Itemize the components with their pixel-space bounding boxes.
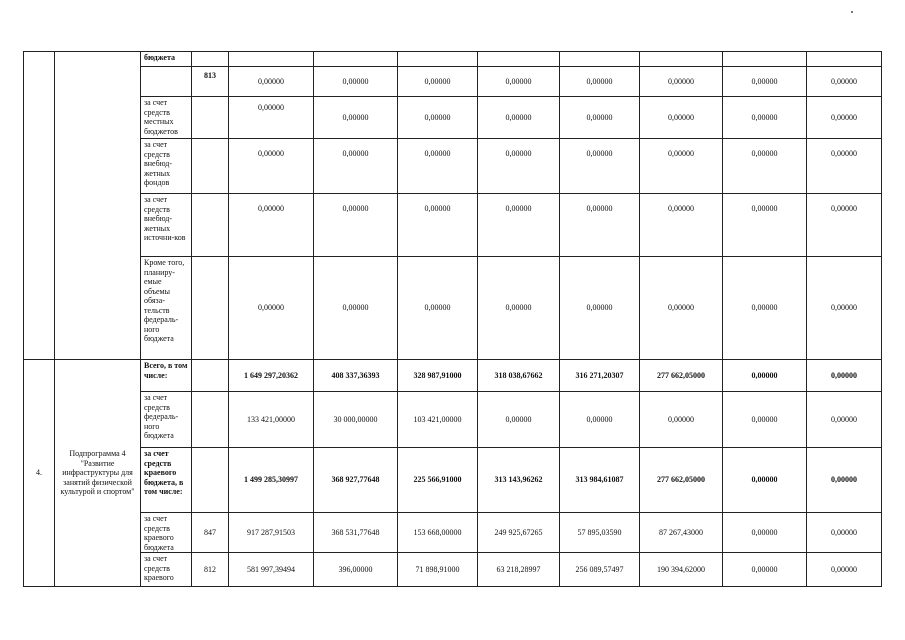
value-cell: 0,00000 bbox=[314, 139, 398, 194]
code-cell bbox=[192, 448, 229, 513]
value-cell: 0,00000 bbox=[723, 392, 807, 448]
code-cell bbox=[192, 360, 229, 392]
value-cell: 0,00000 bbox=[478, 392, 560, 448]
value-cell: 0,00000 bbox=[640, 392, 723, 448]
value-cell: 0,00000 bbox=[807, 360, 882, 392]
table-row bbox=[24, 360, 882, 392]
table-row bbox=[24, 553, 882, 587]
code-cell: 847 bbox=[192, 513, 229, 553]
value-cell: 87 267,43000 bbox=[640, 513, 723, 553]
value-cell: 0,00000 bbox=[314, 97, 398, 139]
value-cell bbox=[807, 52, 882, 67]
value-cell: 0,00000 bbox=[807, 257, 882, 360]
value-cell: 1 649 297,20362 bbox=[229, 360, 314, 392]
value-cell: 30 000,00000 bbox=[314, 392, 398, 448]
code-cell bbox=[192, 139, 229, 194]
source-cell bbox=[141, 67, 192, 97]
value-cell: 71 898,91000 bbox=[398, 553, 478, 587]
value-cell: 0,00000 bbox=[560, 97, 640, 139]
financing-table bbox=[23, 51, 882, 587]
value-cell: 0,00000 bbox=[807, 553, 882, 587]
value-cell: 0,00000 bbox=[229, 67, 314, 97]
value-cell bbox=[398, 52, 478, 67]
source-cell: за счет средств внебюд-жетных источни-ков bbox=[141, 194, 192, 257]
value-cell: 0,00000 bbox=[807, 67, 882, 97]
value-cell: 277 662,05000 bbox=[640, 360, 723, 392]
value-cell: 225 566,91000 bbox=[398, 448, 478, 513]
value-cell: 0,00000 bbox=[398, 139, 478, 194]
index-cell-empty bbox=[24, 52, 55, 360]
value-cell: 0,00000 bbox=[723, 257, 807, 360]
scan-artifact bbox=[851, 11, 853, 13]
value-cell: 0,00000 bbox=[723, 67, 807, 97]
value-cell: 0,00000 bbox=[229, 257, 314, 360]
value-cell: 0,00000 bbox=[478, 97, 560, 139]
value-cell: 313 984,61087 bbox=[560, 448, 640, 513]
value-cell: 0,00000 bbox=[229, 194, 314, 257]
value-cell: 0,00000 bbox=[723, 97, 807, 139]
table-row bbox=[24, 139, 882, 194]
value-cell: 0,00000 bbox=[640, 139, 723, 194]
value-cell: 0,00000 bbox=[807, 139, 882, 194]
value-cell: 0,00000 bbox=[560, 257, 640, 360]
value-cell: 0,00000 bbox=[723, 448, 807, 513]
value-cell bbox=[723, 52, 807, 67]
source-cell: Кроме того, планиру-емые объемы обяза-тельств федераль-ного бюджета bbox=[141, 257, 192, 360]
value-cell: 0,00000 bbox=[640, 194, 723, 257]
source-cell: за счет средств краевого bbox=[141, 553, 192, 587]
value-cell bbox=[478, 52, 560, 67]
value-cell: 0,00000 bbox=[640, 97, 723, 139]
source-cell: за счет средств местных бюджетов bbox=[141, 97, 192, 139]
source-cell: Всего, в том числе: bbox=[141, 360, 192, 392]
source-cell: за счет средств федераль-ного бюджета bbox=[141, 392, 192, 448]
value-cell: 0,00000 bbox=[229, 139, 314, 194]
value-cell: 408 337,36393 bbox=[314, 360, 398, 392]
value-cell: 0,00000 bbox=[398, 67, 478, 97]
value-cell bbox=[229, 52, 314, 67]
table-row bbox=[24, 257, 882, 360]
value-cell: 0,00000 bbox=[560, 194, 640, 257]
value-cell: 0,00000 bbox=[314, 194, 398, 257]
value-cell: 0,00000 bbox=[229, 97, 314, 139]
value-cell: 0,00000 bbox=[398, 257, 478, 360]
value-cell bbox=[560, 52, 640, 67]
table-row bbox=[24, 194, 882, 257]
value-cell: 277 662,05000 bbox=[640, 448, 723, 513]
value-cell: 313 143,96262 bbox=[478, 448, 560, 513]
value-cell: 0,00000 bbox=[640, 257, 723, 360]
value-cell: 917 287,91503 bbox=[229, 513, 314, 553]
value-cell: 249 925,67265 bbox=[478, 513, 560, 553]
value-cell: 0,00000 bbox=[314, 67, 398, 97]
table-row bbox=[24, 97, 882, 139]
value-cell: 368 531,77648 bbox=[314, 513, 398, 553]
table-row bbox=[24, 392, 882, 448]
value-cell: 133 421,00000 bbox=[229, 392, 314, 448]
value-cell: 57 895,03590 bbox=[560, 513, 640, 553]
value-cell: 103 421,00000 bbox=[398, 392, 478, 448]
table-row bbox=[24, 513, 882, 553]
value-cell: 0,00000 bbox=[560, 67, 640, 97]
code-cell bbox=[192, 52, 229, 67]
row-index: 4. bbox=[24, 360, 55, 587]
value-cell: 0,00000 bbox=[807, 448, 882, 513]
value-cell: 0,00000 bbox=[478, 67, 560, 97]
program-cell-empty bbox=[55, 52, 141, 360]
value-cell: 0,00000 bbox=[723, 513, 807, 553]
value-cell: 328 987,91000 bbox=[398, 360, 478, 392]
source-cell: за счет средств краевого бюджета bbox=[141, 513, 192, 553]
value-cell: 0,00000 bbox=[807, 97, 882, 139]
value-cell bbox=[640, 52, 723, 67]
code-cell bbox=[192, 97, 229, 139]
value-cell: 0,00000 bbox=[807, 392, 882, 448]
value-cell: 1 499 285,30997 bbox=[229, 448, 314, 513]
code-cell bbox=[192, 392, 229, 448]
value-cell: 318 038,67662 bbox=[478, 360, 560, 392]
subprogram-title: Подпрограмма 4 "Развитие инфраструктуры для занятий физической культурой и спортом" bbox=[55, 360, 141, 587]
table-row bbox=[24, 52, 882, 67]
code-cell: 813 bbox=[192, 67, 229, 97]
value-cell: 190 394,62000 bbox=[640, 553, 723, 587]
code-cell bbox=[192, 257, 229, 360]
value-cell: 368 927,77648 bbox=[314, 448, 398, 513]
value-cell: 0,00000 bbox=[478, 139, 560, 194]
value-cell: 0,00000 bbox=[478, 257, 560, 360]
value-cell: 0,00000 bbox=[560, 139, 640, 194]
value-cell: 0,00000 bbox=[723, 194, 807, 257]
value-cell: 0,00000 bbox=[560, 392, 640, 448]
table-row bbox=[24, 448, 882, 513]
value-cell: 0,00000 bbox=[807, 194, 882, 257]
code-cell: 812 bbox=[192, 553, 229, 587]
value-cell: 256 089,57497 bbox=[560, 553, 640, 587]
value-cell: 316 271,20307 bbox=[560, 360, 640, 392]
value-cell: 581 997,39494 bbox=[229, 553, 314, 587]
value-cell: 0,00000 bbox=[640, 67, 723, 97]
value-cell: 0,00000 bbox=[723, 360, 807, 392]
source-cell: за счет средств краевого бюджета, в том числе: bbox=[141, 448, 192, 513]
table-row bbox=[24, 67, 882, 97]
value-cell: 0,00000 bbox=[723, 553, 807, 587]
value-cell bbox=[314, 52, 398, 67]
value-cell: 0,00000 bbox=[398, 97, 478, 139]
value-cell: 0,00000 bbox=[398, 194, 478, 257]
value-cell: 0,00000 bbox=[478, 194, 560, 257]
code-cell bbox=[192, 194, 229, 257]
source-cell: бюджета bbox=[141, 52, 192, 67]
value-cell: 0,00000 bbox=[807, 513, 882, 553]
value-cell: 0,00000 bbox=[723, 139, 807, 194]
value-cell: 396,00000 bbox=[314, 553, 398, 587]
value-cell: 153 668,00000 bbox=[398, 513, 478, 553]
value-cell: 0,00000 bbox=[314, 257, 398, 360]
source-cell: за счет средств внебюд-жетных фондов bbox=[141, 139, 192, 194]
value-cell: 63 218,28997 bbox=[478, 553, 560, 587]
